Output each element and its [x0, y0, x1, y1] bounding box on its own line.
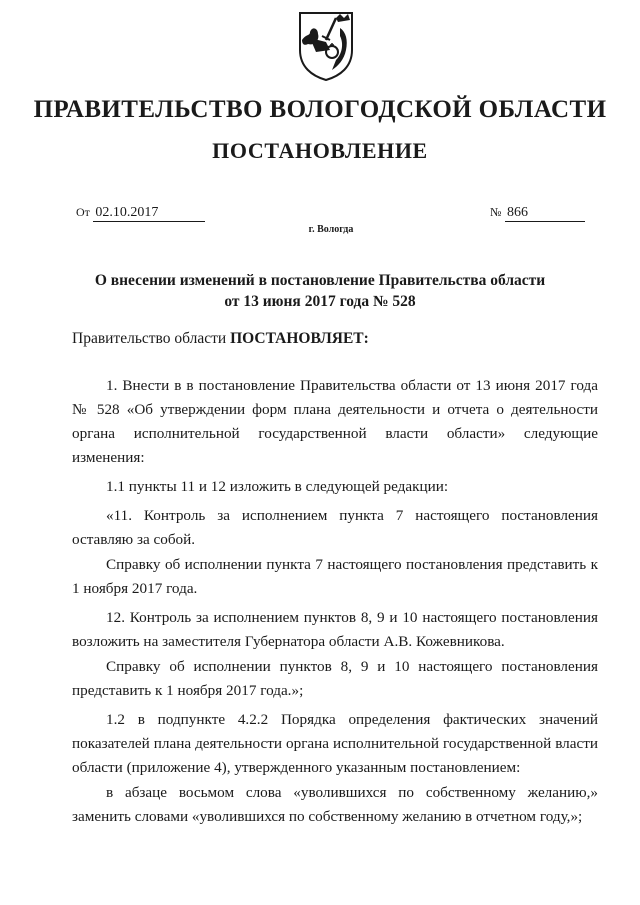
paragraph-1-2: 1.2 в подпункте 4.2.2 Порядка определения фактических значений показателей плана деятельности органа исполнительной государственной власти области (приложение 4), утвержденного указанным постановлением: — [72, 711, 598, 776]
paragraph-1-1: 1.1 пункты 11 и 12 изложить в следующей редакции: — [106, 478, 449, 495]
paragraph-12-report: Справку об исполнении пунктов 8, 9 и 10 настоящего постановления представить к 1 ноября 2017 года.»; — [72, 658, 598, 699]
date-prefix: От — [76, 205, 90, 219]
title-line-2: от 13 июня 2017 года № 528 — [224, 293, 416, 310]
preamble-text: Правительство области — [72, 330, 231, 347]
paragraph-11-report: Справку об исполнении пункта 7 настоящего постановления представить к 1 ноября 2017 года. — [72, 556, 598, 597]
document-body — [72, 374, 598, 834]
number-value: 866 — [505, 205, 585, 222]
city-line — [0, 224, 640, 235]
paragraph-1-2-amendment: в абзаце восьмом слова «уволившихся по собственному желанию,» заменить словами «уволившихся по собственному желанию в отчетном году,»; — [72, 784, 598, 825]
date-value: 02.10.2017 — [93, 205, 205, 222]
number-prefix: № — [490, 205, 502, 219]
preamble — [72, 330, 369, 348]
paragraph-1: 1. Внести в в постановление Правительства области от 13 июня 2017 года № 528 «Об утверждении форм плана деятельности и отчета о деятельности органа исполнительной государственной власти области» следующие изменения: — [72, 377, 598, 466]
document-title — [0, 270, 640, 312]
city: г. Вологда — [308, 224, 354, 235]
preamble-emphasis: ПОСТАНОВЛЯЕТ: — [230, 330, 369, 347]
title-line-1: О внесении изменений в постановление Правительства области — [94, 272, 546, 289]
document-number — [490, 205, 585, 222]
vologda-coat-of-arms-icon — [296, 10, 356, 82]
document-type: ПОСТАНОВЛЕНИЕ — [212, 138, 428, 163]
paragraph-12: 12. Контроль за исполнением пунктов 8, 9 и 10 настоящего постановления возложить на заместителя Губернатора области А.В. Кожевникова. — [72, 609, 598, 650]
document-date — [76, 205, 205, 222]
organization-name: ПРАВИТЕЛЬСТВО ВОЛОГОДСКОЙ ОБЛАСТИ — [33, 96, 607, 123]
paragraph-11: «11. Контроль за исполнением пункта 7 настоящего постановления оставляю за собой. — [72, 507, 598, 548]
